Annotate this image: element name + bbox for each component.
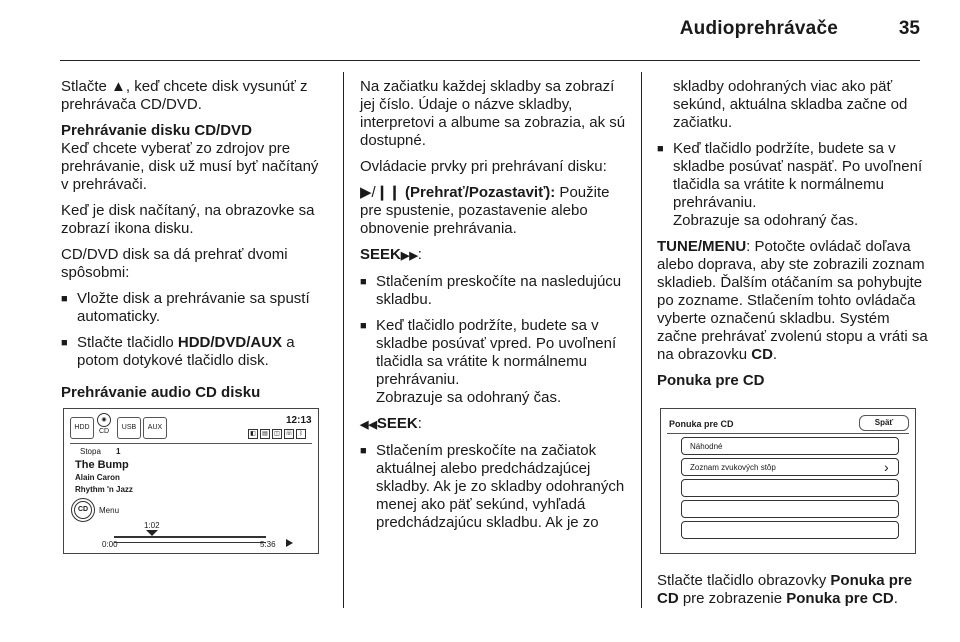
screen-divider (667, 433, 909, 434)
paragraph-disc-icon: Keď je disk načítaný, na obrazovke sa zobrazí ikona disku. (61, 202, 315, 237)
column-3 (657, 78, 929, 390)
cd-menu-screen (660, 408, 916, 554)
eject-paragraph: Stlačte ▲, keď chcete disk vysunúť z prehrávača CD/DVD. (61, 78, 308, 113)
seek-forward-list (360, 273, 630, 407)
list-item[interactable] (681, 521, 899, 539)
shuffle-row[interactable]: Náhodné (681, 437, 899, 455)
aux-button[interactable]: AUX (143, 417, 167, 439)
column-2 (360, 78, 630, 540)
menu-label: Menu (99, 506, 120, 515)
end-time: 5:36 (260, 540, 276, 549)
usb-button[interactable]: USB (117, 417, 141, 439)
play-methods-list (61, 290, 329, 370)
start-time: 0:00 (102, 540, 118, 549)
list-item: ■ Keď tlačidlo podržíte, budete sa v skladbe posúvať naspäť. Po uvoľnení tlačidla sa vrátite k normálnemu prehrávaniu. Zobrazuje sa odohraný čas. (657, 140, 929, 230)
cd-source-button[interactable]: ◉ CD (94, 413, 114, 439)
paragraph-controls: Ovládacie prvky pri prehrávaní disku: (360, 158, 607, 175)
hdd-button[interactable]: HDD (70, 417, 94, 439)
phone-icon: ☏ (285, 431, 293, 437)
list-item: ■ Stlačením preskočíte na nasledujúcu skladbu. (360, 273, 630, 309)
artist-name: Alain Caron (75, 473, 120, 482)
cd-menu-button[interactable]: CD (71, 498, 95, 522)
disc-icon: ◉ (97, 413, 111, 427)
play-pause-icon: ▶/❙❙ (360, 184, 401, 201)
song-title: The Bump (75, 459, 129, 471)
list-item[interactable] (681, 479, 899, 497)
list-item[interactable] (681, 500, 899, 518)
track-list-row[interactable]: Zoznam zvukových stôp › (681, 458, 899, 476)
seek-forward-heading: SEEK▶▶: (360, 246, 422, 263)
list-item: ■ Keď tlačidlo podržíte, budete sa v skladbe posúvať vpred. Po uvoľnení tlačidla sa vrátite k normálnemu prehrávaniu. Zobrazuje sa odohraný čas. (360, 317, 630, 407)
clock: 12:13 (286, 415, 312, 426)
paragraph-tune-menu: TUNE/MENU: Potočte ovládač doľava alebo doprava, aby ste zobrazili zoznam skladieb. Ďalším otáčaním sa pohybujte po zozname. Stlačením tohto ovládača vyberte označenú skladbu. Systém začne prehrávať zvolenú stopu a vráti sa na obrazovku CD. (657, 238, 928, 363)
page-title: Audioprehrávače (679, 18, 838, 39)
heading-audio-cd: Prehrávanie audio CD disku (61, 384, 261, 401)
fast-forward-icon: ▶▶ (400, 250, 418, 262)
album-name: Rhythm 'n Jazz (75, 485, 133, 494)
column-divider-1 (343, 72, 344, 608)
screen-divider (70, 443, 312, 444)
column-1 (61, 78, 329, 402)
eject-icon: ▲ (111, 78, 126, 95)
page-header (0, 0, 960, 60)
progress-bar[interactable] (114, 536, 266, 543)
status-icon-1: ◧ (248, 429, 258, 439)
track-label: Stopa (80, 447, 101, 456)
heading-cd-menu: Ponuka pre CD (657, 372, 765, 389)
cd-menu-title: Ponuka pre CD (669, 419, 734, 429)
status-icon-2: ▤ (260, 429, 270, 439)
seek-back-list (360, 442, 630, 532)
paragraph-track-info: Na začiatku každej skladby sa zobrazí jej číslo. Údaje o názve skladby, interpretovi a albume sa zobrazia, ak sú dostupné. (360, 78, 626, 149)
heading-cd-dvd: Prehrávanie disku CD/DVD (61, 122, 252, 139)
track-number: 1 (116, 447, 121, 456)
chevron-right-icon: › (884, 459, 889, 475)
list-item: ■ Vložte disk a prehrávanie sa spustí automaticky. (61, 290, 329, 326)
back-button[interactable]: Späť (859, 415, 909, 431)
seek-back-heading: ◀◀SEEK: (360, 415, 422, 432)
header-rule (60, 60, 920, 61)
paragraph-source: Keď chcete vyberať zo zdrojov pre prehrávanie, disk už musí byť načítaný v prehrávači. (61, 140, 319, 193)
rewind-icon: ◀◀ (360, 419, 377, 431)
list-item: ■ Stlačením preskočíte na začiatok aktuálnej alebo predchádzajúcej skladby. Ak je zo skladby odohraných menej ako päť sekúnd, vyhľadá predchádzajúcu skladbu. Ak je zo (360, 442, 630, 532)
paragraph-play-pause: ▶/❙❙ (Prehrať/Pozastaviť): Použite pre spustenie, pozastavenie alebo obnovenie prehrávania. (360, 184, 610, 237)
play-icon[interactable] (286, 539, 293, 547)
status-icon-3: ◫ (272, 429, 282, 439)
bluetooth-icon: ᛒ (296, 429, 306, 439)
list-item: ■ Stlačte tlačidlo HDD/DVD/AUX a potom dotykové tlačidlo disk. (61, 334, 329, 370)
page-number: 35 (898, 18, 920, 39)
cd-menu-instructions: Stlačte tlačidlo obrazovky Ponuka pre CD pre zobrazenie Ponuka pre CD. (657, 572, 913, 607)
column-divider-2 (641, 72, 642, 608)
position-time: 1:02 (144, 521, 160, 530)
seek-back-list-cont (657, 140, 929, 230)
paragraph-two-ways: CD/DVD disk sa dá prehrať dvomi spôsobmi: (61, 246, 288, 281)
continued-text: skladby odohraných viac ako päť sekúnd, aktuálna skladba začne od začiatku. (673, 78, 908, 131)
cd-player-screen (63, 408, 319, 554)
